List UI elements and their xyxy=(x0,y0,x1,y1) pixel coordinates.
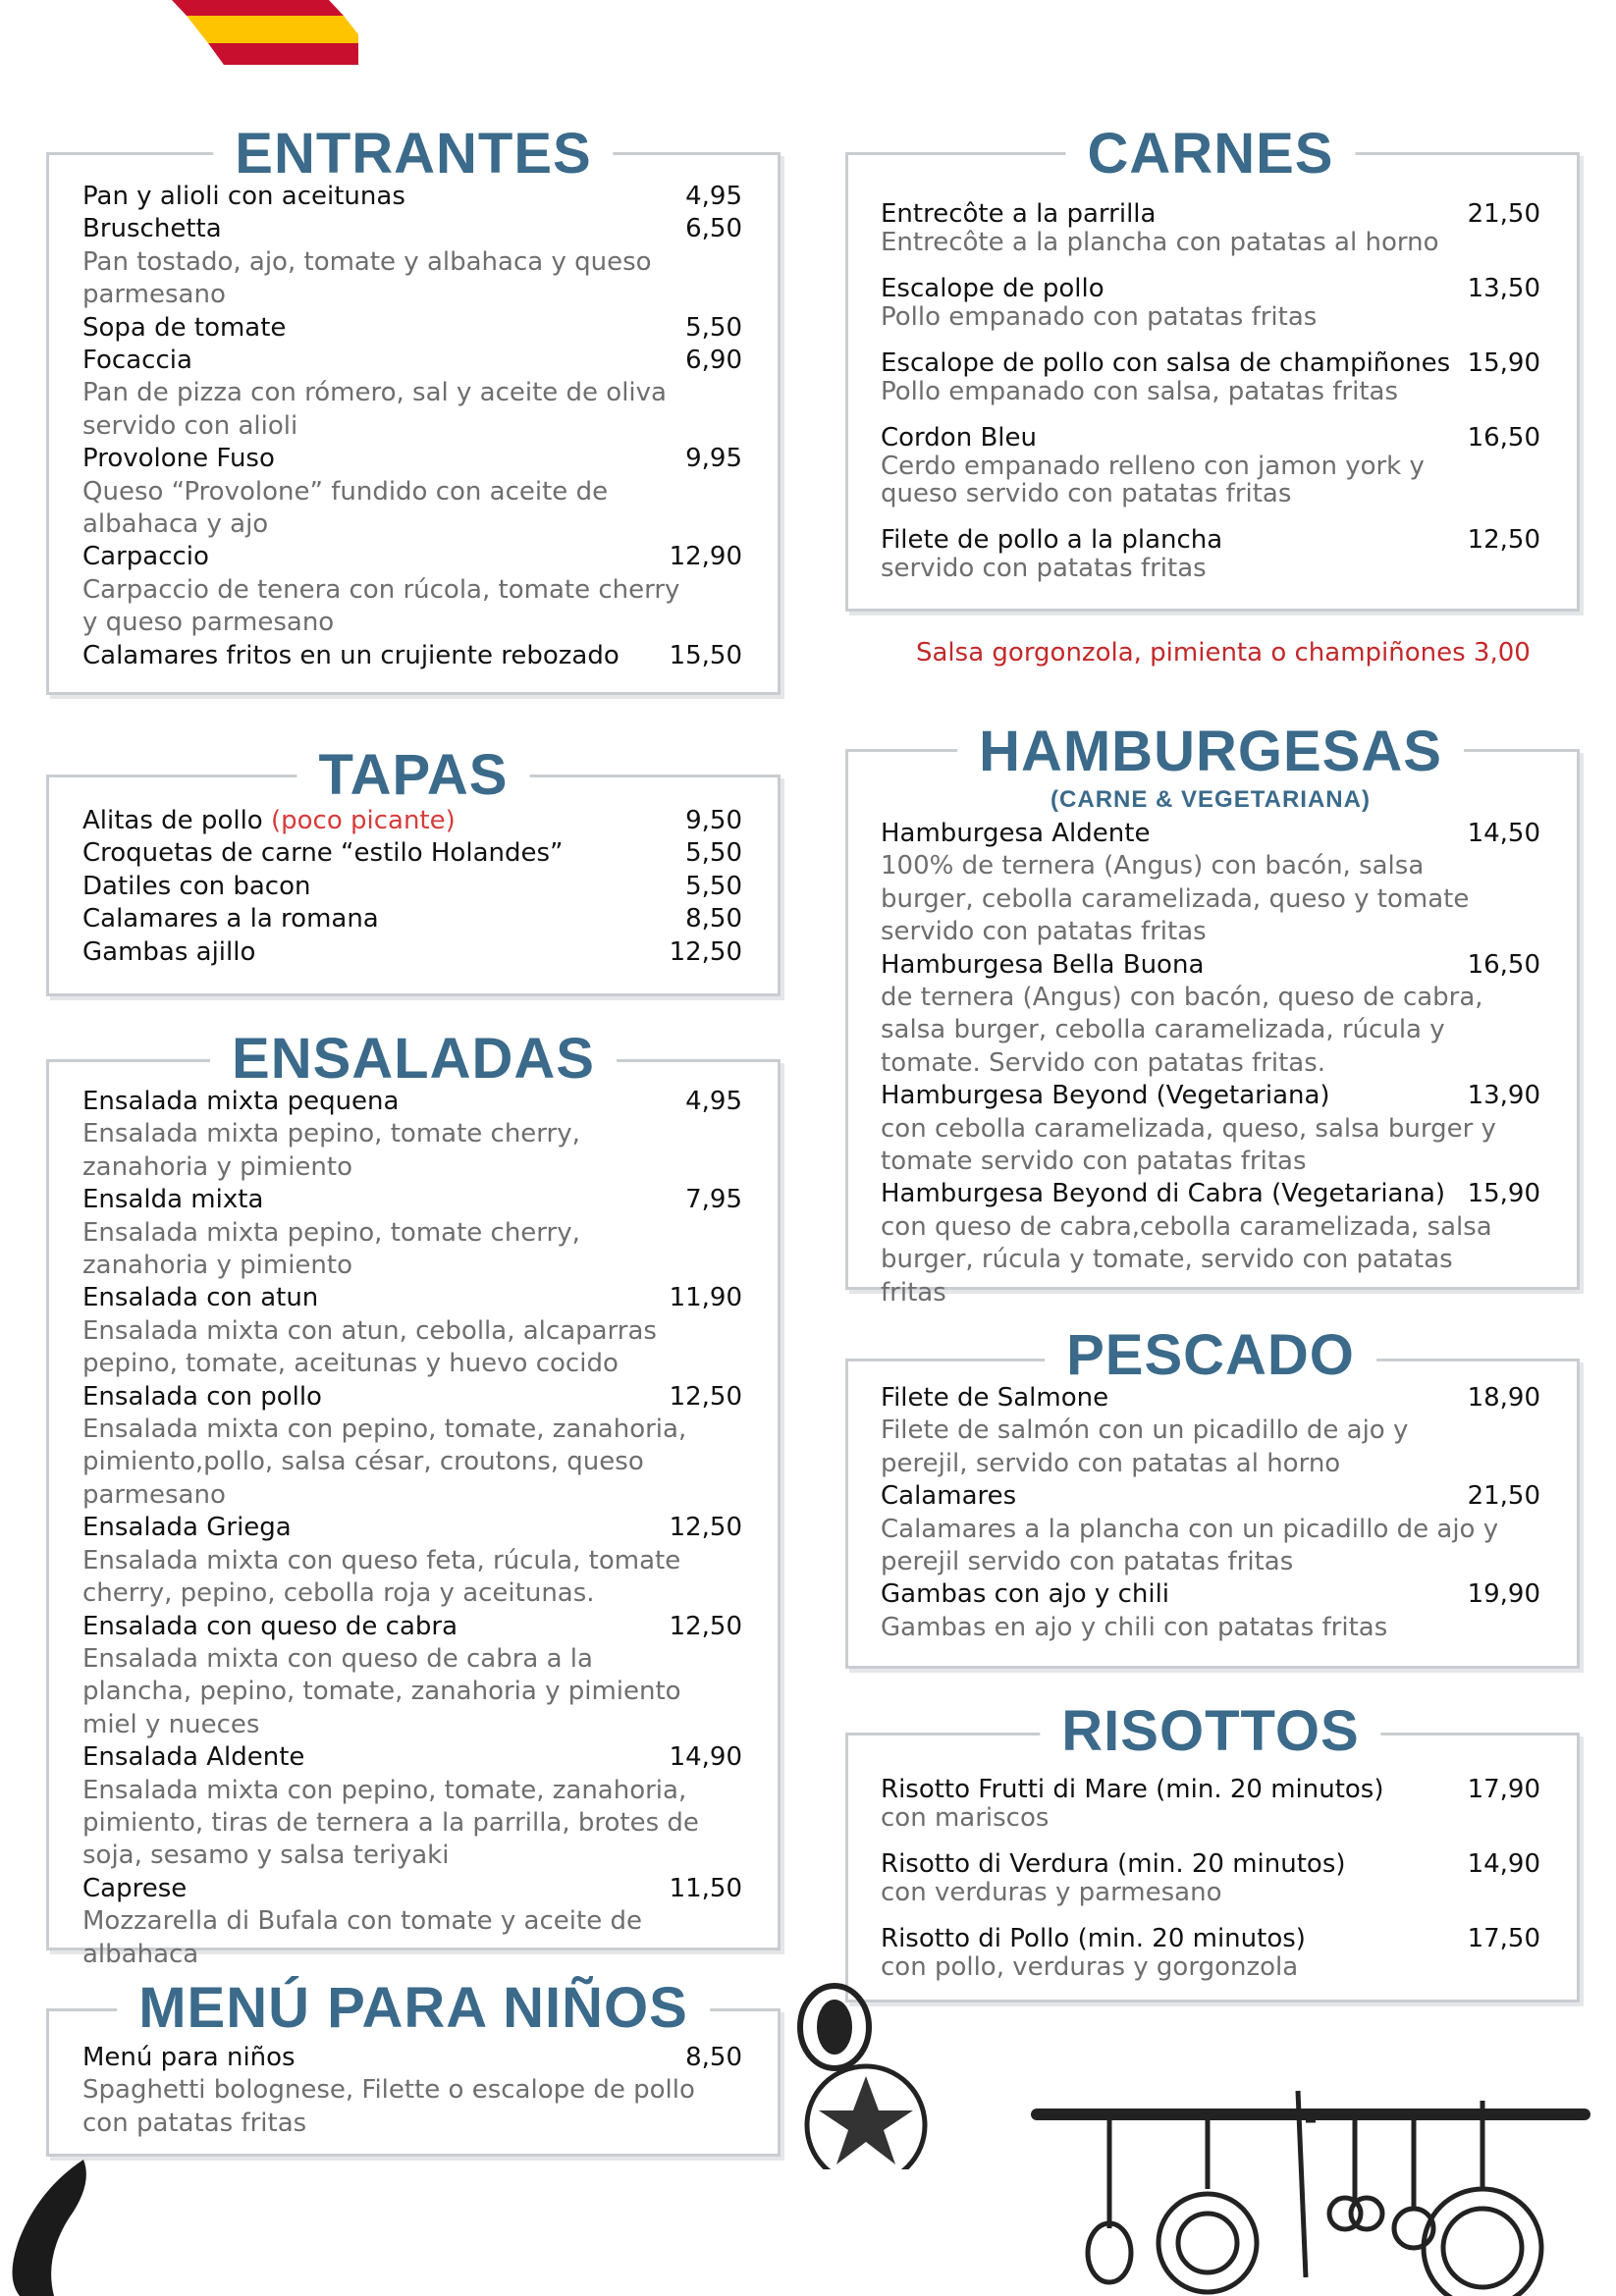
menu-item-description: Pan tostado, ajo, tomate y albahaca y queso parmesano xyxy=(82,246,652,310)
hamburgesas-subtitle: (CARNE & VEGETARIANA) xyxy=(1050,786,1371,813)
menu-item-name: Datiles con bacon xyxy=(82,871,311,901)
menu-item xyxy=(82,1381,742,1513)
menu-item-name: Calamares fritos en un crujiente rebozado xyxy=(82,640,619,670)
menu-item xyxy=(82,871,742,903)
pescado-title: PESCADO xyxy=(1045,1327,1376,1384)
menu-item xyxy=(82,936,742,969)
menu-item xyxy=(881,1382,1540,1480)
menu-item-description: con verduras y parmesano xyxy=(881,1878,1222,1907)
ninos-list xyxy=(82,2042,742,2140)
menu-item xyxy=(881,1775,1540,1832)
ensaladas-list xyxy=(82,1086,742,1971)
menu-item-price: 15,90 xyxy=(1467,1179,1540,1209)
menu-item-price: 14,90 xyxy=(669,1742,742,1773)
menu-item-name: Risotto di Verdura (min. 20 minutos) xyxy=(881,1849,1346,1879)
menu-item-name: Menú para niños xyxy=(82,2043,296,2072)
menu-item-name: Hamburgesa Bella Buona xyxy=(881,949,1205,980)
menu-item-description: Ensalada mixta con atun, cebolla, alcaparras pepino, tomate, aceitunas y huevo cocido xyxy=(82,1315,657,1379)
hamburgesas-list xyxy=(881,818,1540,1309)
menu-item-name: Alitas de pollo (poco picante) xyxy=(82,806,456,835)
menu-item-description: de ternera (Angus) con bacón, queso de cabra, salsa burger, cebolla caramelizada, rúcula y tomate. Servido con patatas fritas. xyxy=(881,983,1483,1078)
menu-item-price: 12,50 xyxy=(669,1381,742,1412)
menu-item-description: Pan de pizza con rómero, sal y aceite de oliva servido con alioli xyxy=(82,378,667,441)
menu-item-description: Queso “Provolone” fundido con aceite de albahaca y ajo xyxy=(82,476,609,540)
menu-item-price: 12,50 xyxy=(669,1611,742,1641)
menu-item xyxy=(82,837,742,870)
menu-item-name: Ensalada con queso de cabra xyxy=(82,1611,458,1641)
menu-item-price: 5,50 xyxy=(685,312,742,343)
menu-item-description: con cebolla caramelizada, queso, salsa burger y tomate servido con patatas fritas xyxy=(881,1113,1496,1177)
menu-item-name: Focaccia xyxy=(82,346,192,376)
menu-item-price: 13,50 xyxy=(1467,274,1540,303)
menu-item-price: 6,90 xyxy=(685,346,742,376)
menu-item-name: Ensalada con pollo xyxy=(82,1381,322,1412)
menu-item xyxy=(881,199,1540,256)
spain-flag-icon xyxy=(147,0,358,65)
menu-item-description: Ensalada mixta con queso de cabra a la plancha, pepino, tomate, zanahoria y pimiento miel y nueces xyxy=(82,1643,681,1739)
ensaladas-title: ENSALADAS xyxy=(210,1031,617,1088)
menu-item-price: 18,90 xyxy=(1467,1383,1540,1413)
menu-item-price: 11,50 xyxy=(669,1873,742,1903)
menu-item xyxy=(82,1184,742,1282)
carnes-sauce-note: Salsa gorgonzola, pimienta o champiñones 3,00 xyxy=(916,638,1531,667)
menu-item xyxy=(881,423,1540,507)
menu-item xyxy=(82,903,742,935)
menu-item xyxy=(82,1086,742,1184)
menu-item xyxy=(82,1611,742,1742)
menu-item-price: 6,50 xyxy=(685,214,742,244)
menu-item xyxy=(881,274,1540,331)
ninos-title: MENÚ PARA NIÑOS xyxy=(117,1980,710,2037)
menu-item-name: Gambas ajillo xyxy=(82,936,256,967)
tapas-title: TAPAS xyxy=(297,747,530,804)
menu-item xyxy=(881,1578,1540,1644)
menu-item-name: Hamburgesa Beyond (Vegetariana) xyxy=(881,1081,1330,1111)
risottos-list xyxy=(881,1775,1540,1981)
menu-item-description: Pollo empanado con salsa, patatas fritas xyxy=(881,377,1399,406)
entrantes-title: ENTRANTES xyxy=(213,126,613,183)
menu-item xyxy=(82,1282,742,1380)
menu-item xyxy=(82,312,742,345)
menu-item-description: Entrecôte a la plancha con patatas al horno xyxy=(881,228,1439,257)
menu-item-name: Calamares xyxy=(881,1481,1017,1512)
menu-item-name: Gambas con ajo y chili xyxy=(881,1579,1170,1610)
menu-item-name: Filete de pollo a la plancha xyxy=(881,525,1223,555)
menu-item-price: 21,50 xyxy=(1467,1481,1540,1512)
menu-item-description: Filete de salmón con un picadillo de ajo y perejil, servido con patatas al horno xyxy=(881,1415,1409,1478)
menu-item-price: 12,90 xyxy=(669,542,742,572)
menu-item-description: Pollo empanado con patatas fritas xyxy=(881,302,1318,332)
menu-item-price: 4,95 xyxy=(685,182,742,211)
spicy-note: (poco picante) xyxy=(262,806,456,835)
menu-item-description: servido con patatas fritas xyxy=(881,554,1207,583)
menu-item-name: Ensalda mixta xyxy=(82,1185,264,1215)
menu-item-price: 12,50 xyxy=(1467,525,1540,555)
menu-item-price: 7,95 xyxy=(685,1185,742,1215)
menu-item-price: 8,50 xyxy=(685,2043,742,2072)
menu-item-name: Ensalada Aldente xyxy=(82,1742,305,1773)
menu-item-description: Spaghetti bolognese, Filette o escalope de pollo con patatas fritas xyxy=(82,2075,695,2138)
menu-item-price: 14,50 xyxy=(1467,819,1540,848)
menu-item-name: Ensalada Griega xyxy=(82,1513,292,1543)
menu-item xyxy=(82,640,742,672)
menu-item-description: 100% de ternera (Angus) con bacón, salsa burger, cebolla caramelizada, queso y tomate servido con patatas fritas xyxy=(881,851,1470,947)
menu-item-price: 16,50 xyxy=(1467,423,1540,453)
menu-item-description: Carpaccio de tenera con rúcola, tomate cherry y queso parmesano xyxy=(82,574,680,638)
menu-item-price: 11,90 xyxy=(669,1283,742,1313)
chili-sketch-icon xyxy=(0,2150,108,2296)
menu-item xyxy=(82,1512,742,1610)
menu-item-name: Bruschetta xyxy=(82,214,222,244)
menu-item-price: 9,95 xyxy=(685,444,742,474)
carnes-title: CARNES xyxy=(1066,126,1356,183)
menu-item xyxy=(82,2042,742,2140)
menu-item xyxy=(82,1873,742,1971)
menu-item xyxy=(881,949,1540,1081)
menu-item-name: Sopa de tomate xyxy=(82,312,287,343)
menu-item-name: Hamburgesa Beyond di Cabra (Vegetariana) xyxy=(881,1179,1446,1209)
pescado-list xyxy=(881,1382,1540,1644)
menu-item-name: Hamburgesa Aldente xyxy=(881,819,1151,848)
menu-item xyxy=(82,443,742,541)
menu-item-description: Gambas en ajo y chili con patatas fritas xyxy=(881,1612,1388,1642)
menu-item-price: 9,50 xyxy=(685,806,742,835)
menu-item xyxy=(881,348,1540,405)
tomato-sketch-icon xyxy=(785,1973,952,2169)
menu-item xyxy=(82,541,742,639)
menu-item-description: Calamares a la plancha con un picadillo de ajo y perejil servido con patatas fritas xyxy=(881,1514,1499,1577)
menu-item-name: Risotto Frutti di Mare (min. 20 minutos) xyxy=(881,1775,1384,1804)
menu-item xyxy=(82,805,742,837)
menu-item-price: 21,50 xyxy=(1467,199,1540,229)
entrantes-list xyxy=(82,181,742,672)
menu-item-description: Ensalada mixta con pepino, tomate, zanahoria, pimiento, tiras de ternera a la parrilla, brotes de soja, sesamo y salsa teriyaki xyxy=(82,1775,699,1871)
menu-item xyxy=(881,525,1540,582)
menu-item-price: 4,95 xyxy=(685,1087,742,1116)
hamburgesas-title xyxy=(957,720,1464,813)
menu-item-price: 12,50 xyxy=(669,1513,742,1543)
menu-item xyxy=(82,1741,742,1873)
menu-item xyxy=(881,1080,1540,1178)
menu-item-name: Caprese xyxy=(82,1873,188,1903)
menu-item-price: 8,50 xyxy=(685,904,742,934)
menu-item xyxy=(881,1849,1540,1906)
menu-item-description: Mozzarella di Bufala con tomate y aceite de albahaca xyxy=(82,1906,642,1969)
menu-item-name: Escalope de pollo con salsa de champiñones xyxy=(881,348,1451,378)
menu-item-description: Cerdo empanado relleno con jamon york y queso servido con patatas fritas xyxy=(881,452,1425,508)
menu-item-name: Cordon Bleu xyxy=(881,423,1037,453)
menu-item-description: Ensalada mixta con queso feta, rúcula, tomate cherry, pepino, cebolla roja y aceitunas. xyxy=(82,1545,681,1609)
menu-item-price: 13,90 xyxy=(1467,1081,1540,1111)
menu-item-price: 17,90 xyxy=(1467,1775,1540,1804)
menu-item-name: Carpaccio xyxy=(82,542,209,572)
menu-item-price: 16,50 xyxy=(1467,949,1540,980)
menu-item-price: 17,50 xyxy=(1467,1924,1540,1953)
menu-item-price: 15,90 xyxy=(1467,348,1540,378)
menu-item-name: Entrecôte a la parrilla xyxy=(881,199,1157,229)
menu-item-name: Calamares a la romana xyxy=(82,904,379,934)
menu-item-description: Ensalada mixta con pepino, tomate, zanahoria, pimiento,pollo, salsa césar, croutons, queso parmesano xyxy=(82,1415,687,1510)
menu-item-price: 5,50 xyxy=(685,838,742,869)
menu-item-description: con mariscos xyxy=(881,1803,1050,1833)
menu-item-description: con pollo, verduras y gorgonzola xyxy=(881,1952,1299,1982)
menu-item xyxy=(82,345,742,443)
menu-item-name: Ensalada mixta pequena xyxy=(82,1087,400,1116)
tapas-list xyxy=(82,805,742,969)
hamburgesas-title-text: HAMBURGESAS xyxy=(979,720,1442,783)
kitchen-utensils-sketch-icon xyxy=(1021,2081,1610,2296)
menu-item-price: 14,90 xyxy=(1467,1849,1540,1879)
menu-item xyxy=(82,213,742,311)
menu-item xyxy=(881,1178,1540,1309)
carnes-list xyxy=(881,199,1540,582)
menu-item-name: Croquetas de carne “estilo Holandes” xyxy=(82,838,564,869)
risottos-title: RISOTTOS xyxy=(1040,1703,1380,1760)
menu-item-price: 15,50 xyxy=(669,640,742,670)
menu-item-price: 19,90 xyxy=(1467,1579,1540,1610)
menu-item-description: Ensalada mixta pepino, tomate cherry, zanahoria y pimiento xyxy=(82,1119,580,1182)
menu-item-name: Ensalada con atun xyxy=(82,1283,319,1313)
menu-item-name: Filete de Salmone xyxy=(881,1383,1109,1413)
menu-item-name: Risotto di Pollo (min. 20 minutos) xyxy=(881,1924,1306,1953)
menu-item-name: Provolone Fuso xyxy=(82,444,275,474)
menu-item-price: 12,50 xyxy=(669,936,742,967)
menu-item-price: 5,50 xyxy=(685,871,742,901)
menu-item-name: Escalope de pollo xyxy=(881,274,1104,303)
menu-item-name: Pan y alioli con aceitunas xyxy=(82,182,405,211)
menu-item-description: con queso de cabra,cebolla caramelizada, salsa burger, rúcula y tomate, servido con patatas fritas xyxy=(881,1211,1492,1308)
menu-item xyxy=(881,818,1540,949)
menu-item xyxy=(82,181,742,213)
menu-item xyxy=(881,1924,1540,1981)
menu-item-description: Ensalada mixta pepino, tomate cherry, zanahoria y pimiento xyxy=(82,1217,580,1281)
menu-item xyxy=(881,1480,1540,1578)
